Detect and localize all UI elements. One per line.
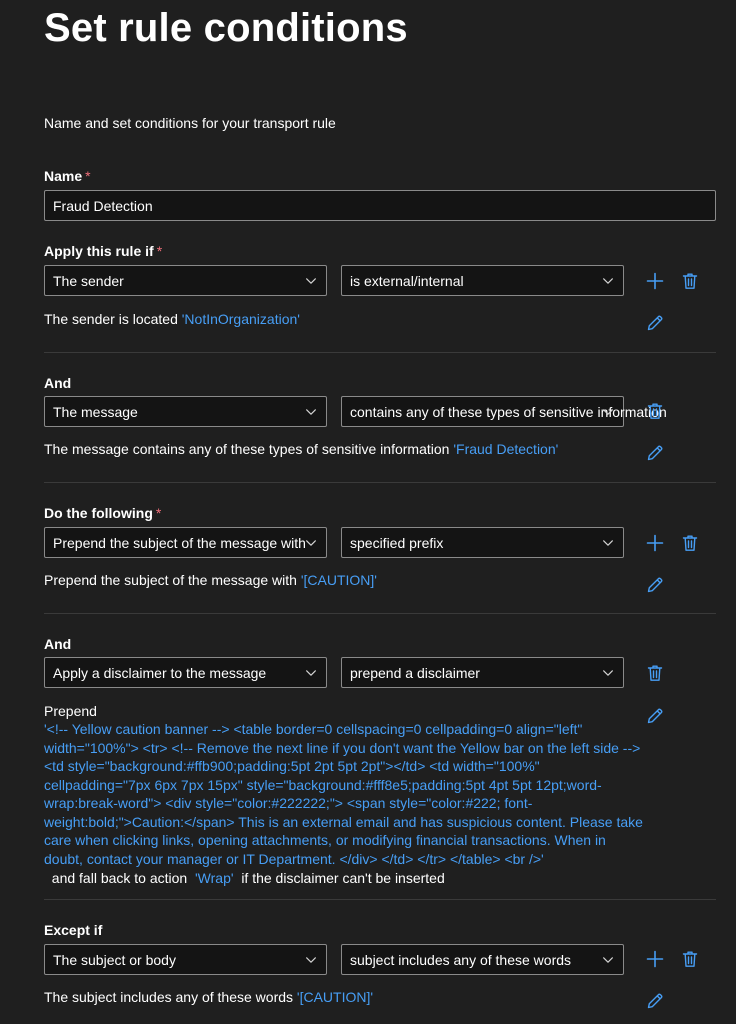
chevron-down-icon — [601, 953, 615, 967]
edit-condition-pencil-icon[interactable] — [645, 313, 665, 333]
except-if-label — [44, 922, 102, 938]
fallback-prefix-text: and fall back to action — [51, 870, 188, 886]
except-if-summary — [44, 989, 373, 1005]
name-label-text: Name — [44, 168, 83, 184]
edit-disclaimer-pencil-icon[interactable] — [645, 706, 665, 726]
section-divider — [44, 899, 716, 900]
apply-if-summary-text: The sender is located — [44, 311, 178, 327]
except-if-property-select[interactable] — [44, 944, 327, 975]
action-option-select[interactable] — [341, 527, 624, 558]
chevron-down-icon — [601, 274, 615, 288]
do-following-label-text: Do the following — [44, 505, 153, 521]
add-exception-icon[interactable] — [645, 949, 665, 969]
delete-exception-icon[interactable] — [680, 949, 700, 969]
apply-if-property-select[interactable] — [44, 265, 327, 296]
and-action-label-text: And — [44, 636, 72, 652]
chevron-down-icon — [601, 666, 615, 680]
and-condition-select[interactable] — [341, 396, 667, 427]
chevron-down-icon — [601, 405, 615, 419]
and-action-select[interactable] — [44, 657, 327, 688]
page-title: Set rule conditions — [44, 6, 408, 50]
except-if-value-link[interactable]: '[CAUTION]' — [296, 989, 374, 1005]
except-if-label-text: Except if — [44, 922, 103, 938]
apply-if-required-mark: * — [156, 243, 163, 259]
and-action-option-value: prepend a disclaimer — [350, 665, 480, 681]
and-value-link[interactable]: 'Fraud Detection' — [453, 441, 559, 457]
name-required-mark: * — [85, 168, 91, 184]
apply-if-value-link[interactable]: 'NotInOrganization' — [181, 311, 300, 327]
and-summary-text: The message contains any of these types of sensitive information — [44, 441, 450, 457]
section-divider — [44, 482, 716, 483]
chevron-down-icon — [304, 953, 318, 967]
chevron-down-icon — [304, 536, 318, 550]
chevron-down-icon — [601, 536, 615, 550]
page-description: Name and set conditions for your transport rule — [44, 115, 336, 131]
fallback-action-link[interactable]: 'Wrap' — [194, 870, 234, 886]
action-summary-text: Prepend the subject of the message with — [44, 572, 297, 588]
and-label — [44, 375, 71, 391]
and-condition-value: contains any of these types of sensitive information — [350, 404, 667, 420]
action-select[interactable] — [44, 527, 327, 558]
do-following-required-mark: * — [155, 505, 162, 521]
and-label-text: And — [44, 375, 72, 391]
edit-action-pencil-icon[interactable] — [645, 575, 665, 595]
chevron-down-icon — [304, 666, 318, 680]
and-action-label — [44, 636, 71, 652]
section-divider — [44, 352, 716, 353]
except-if-condition-value: subject includes any of these words — [350, 952, 572, 968]
and-summary — [44, 441, 558, 457]
action-value: Prepend the subject of the message with — [53, 535, 306, 551]
except-if-condition-select[interactable] — [341, 944, 624, 975]
add-condition-icon[interactable] — [645, 271, 665, 291]
and-property-select[interactable] — [44, 396, 327, 427]
delete-action-icon[interactable] — [645, 663, 665, 683]
apply-if-property-value: The sender — [53, 273, 124, 289]
except-if-property-value: The subject or body — [53, 952, 176, 968]
disclaimer-html-link[interactable]: '<!-- Yellow caution banner --> <table border=0 cellspacing=0 cellpadding=0 align="left" width="100%"> <tr> <!-- Remove the next line if you don't want the Yellow bar on the left side --> <td style="background:#ffb900;padding:5pt 2pt 5pt 2pt"></td> <td width="100%" cellpadding="7px 6px 7px 15px" style="background:#fff8e5;padding:5pt 4pt 5pt 12pt;word-wrap:break-word"> <div style="color:#222222;"> <span style="color:#222; font-weight:bold;">Caution:</span> This is an external email and has suspicious content. Please take care when clicking links, opening attachments, or modifying financial transactions. When in doubt, contact your manager or IT Department. </div> </td> </tr> </table> <br />' — [44, 721, 643, 867]
action-option-value: specified prefix — [350, 535, 444, 551]
apply-if-condition-value: is external/internal — [350, 273, 464, 289]
name-input[interactable] — [44, 190, 716, 221]
chevron-down-icon — [304, 274, 318, 288]
do-following-label — [44, 505, 161, 521]
edit-exception-pencil-icon[interactable] — [645, 991, 665, 1011]
edit-condition-pencil-icon[interactable] — [645, 443, 665, 463]
and-action-value: Apply a disclaimer to the message — [53, 665, 267, 681]
name-label — [44, 168, 91, 184]
apply-if-label-text: Apply this rule if — [44, 243, 154, 259]
fallback-action-line — [44, 870, 445, 886]
and-action-option-select[interactable] — [341, 657, 624, 688]
action-summary — [44, 572, 377, 588]
chevron-down-icon — [304, 405, 318, 419]
delete-condition-icon[interactable] — [680, 271, 700, 291]
apply-if-condition-select[interactable] — [341, 265, 624, 296]
delete-condition-icon[interactable] — [645, 401, 665, 421]
fallback-suffix-text: if the disclaimer can't be inserted — [241, 870, 445, 886]
apply-if-label — [44, 243, 162, 259]
add-action-icon[interactable] — [645, 533, 665, 553]
action-value-link[interactable]: '[CAUTION]' — [300, 572, 377, 588]
section-divider — [44, 613, 716, 614]
except-if-summary-text: The subject includes any of these words — [44, 989, 294, 1005]
delete-action-icon[interactable] — [680, 533, 700, 553]
apply-if-summary — [44, 311, 300, 327]
disclaimer-prepend-label: Prepend — [44, 703, 97, 719]
and-property-value: The message — [53, 404, 138, 420]
